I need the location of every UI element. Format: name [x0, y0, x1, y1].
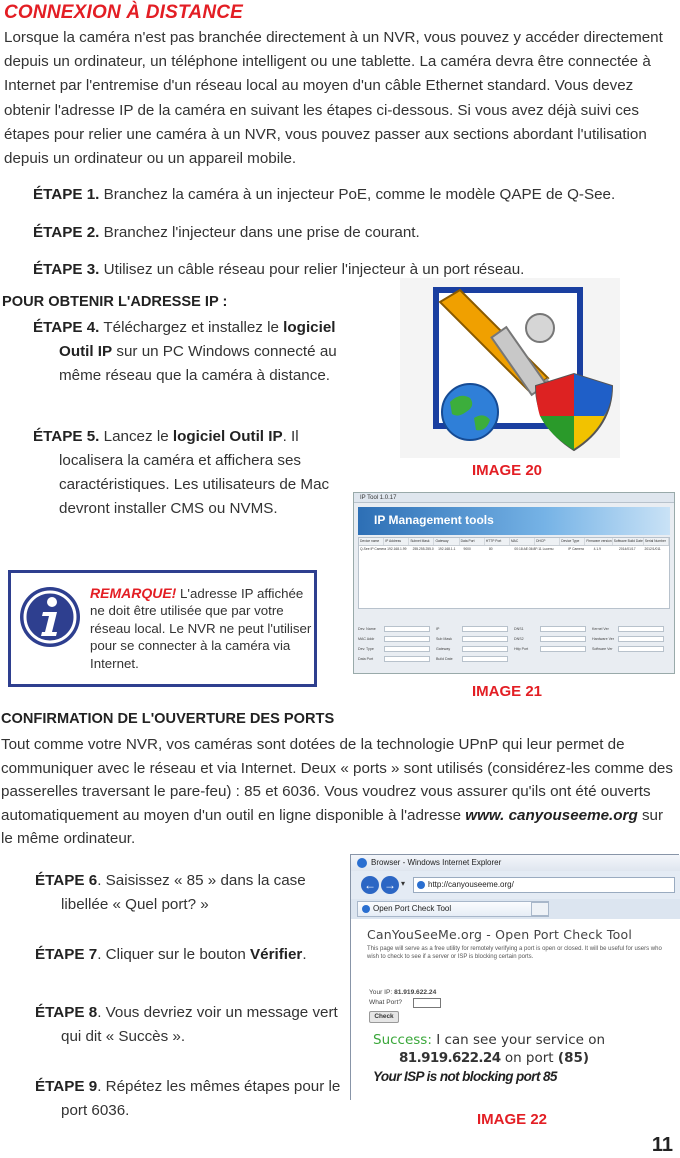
- field-input[interactable]: [618, 646, 664, 652]
- table-cell: IP Camera: [568, 547, 584, 551]
- table-cell: 4.1.9: [593, 547, 601, 551]
- field-label: Hardware Ver: [592, 637, 614, 641]
- field-input[interactable]: [462, 626, 508, 632]
- field-label: Kernel Ver: [592, 627, 609, 631]
- step-5: ÉTAPE 5. Lancez le logiciel Outil IP. Il localisera la caméra et affichera ses caractéristiques. Les utilisateurs de Mac devront installer CMS ou NVMS.: [33, 428, 330, 517]
- ip-tool-icon: [400, 278, 620, 458]
- page-title: CONNEXION À DISTANCE: [4, 2, 244, 23]
- step-9: ÉTAPE 9. Répétez les mêmes étapes pour le port 6036.: [35, 1078, 341, 1119]
- table-header-cell: Device name: [359, 538, 384, 545]
- check-button[interactable]: Check: [369, 1011, 399, 1023]
- new-tab-button[interactable]: [531, 902, 549, 916]
- table-header-cell: Software Build Date: [613, 539, 643, 543]
- table-cell: 80: [488, 547, 493, 551]
- table-cell: Q-See IP Camera: [360, 547, 387, 551]
- browser-navbar: [351, 871, 680, 900]
- table-header-cell: Firmware version: [586, 539, 612, 543]
- confirm-paragraph: Tout comme votre NVR, vos caméras sont dotées de la technologie UPnP qui leur permet de communiquer avec le réseau et via Internet. Deux « ports » sont utilisés (considérez-les comme des passerelles traversant le pare-feu) : 85 et 6036. Vous voudrez vous assurer qu'ils ont été ouverts automatiquement au moyen d'un outil en ligne disponible à l'adresse www. canyouseeme.org sur le même ordinateur.: [1, 736, 673, 848]
- table-cell: 192.168.1.1: [438, 547, 456, 551]
- table-cell: 2012/1/011: [644, 547, 661, 551]
- field-label: Dev. Name: [358, 627, 376, 631]
- ip-tool-table: [358, 537, 670, 609]
- tab-label: Open Port Check Tool: [373, 904, 452, 913]
- info-icon: [18, 585, 82, 649]
- table-header-cell: IP Address: [384, 538, 409, 545]
- table-row[interactable]: [359, 546, 669, 553]
- browser-content: [351, 919, 680, 1101]
- table-cell: 2014/01/17: [619, 547, 636, 551]
- your-ip-row: Your IP: 81.919.622.24: [369, 989, 437, 996]
- field-label: Dev. Type: [358, 647, 374, 651]
- site-title: CanYouSeeMe.org - Open Port Check Tool: [367, 927, 632, 942]
- ip-section-heading: POUR OBTENIR L'ADRESSE IP :: [2, 294, 228, 310]
- browser-title: Browser - Windows Internet Explorer: [371, 858, 502, 867]
- field-input[interactable]: [462, 656, 508, 662]
- page-icon: [417, 881, 425, 889]
- browser-titlebar: [351, 855, 680, 871]
- field-label: MAC Addr: [358, 637, 375, 641]
- ip-tool-banner-text: IP Management tools: [374, 513, 494, 527]
- step-3: ÉTAPE 3. Utilisez un câble réseau pour relier l'injecteur à un port réseau.: [33, 261, 525, 278]
- image-22-caption: IMAGE 22: [477, 1111, 548, 1128]
- field-label: Gateway: [436, 647, 451, 651]
- step-2: ÉTAPE 2. Branchez l'injecteur dans une prise de courant.: [33, 224, 420, 241]
- your-ip-value: 81.919.622.24: [394, 989, 437, 996]
- tab-open-port-check-tool[interactable]: [357, 901, 549, 917]
- ip-tool-fields: [358, 625, 670, 669]
- ip-tool-banner: [358, 507, 670, 535]
- field-input[interactable]: [462, 646, 508, 652]
- what-port-label: What Port?: [369, 999, 402, 1006]
- forward-arrow-icon[interactable]: →: [381, 876, 399, 894]
- table-cell: 00:18:AE:36:8F:11: [514, 547, 542, 551]
- table-cell: Lucenu: [542, 547, 554, 551]
- page-number: 11: [651, 1134, 673, 1156]
- field-label: IP: [436, 627, 440, 631]
- ie-icon: [357, 858, 367, 868]
- table-cell: 255.255.255.0: [412, 547, 434, 551]
- step-4: ÉTAPE 4. Téléchargez et installez le logiciel Outil IP sur un PC Windows connecté au même réseau que la caméra à distance.: [33, 319, 337, 384]
- table-cell: 192.168.1.99: [387, 547, 407, 551]
- port-input[interactable]: [413, 998, 441, 1008]
- ip-tool-screenshot: [353, 492, 675, 674]
- field-label: Build Date: [436, 657, 453, 661]
- table-header-cell: Gateway: [434, 538, 459, 545]
- success-ip-line: 81.919.622.24 on port (85): [399, 1050, 590, 1066]
- site-description: This page will serve as a free utility for remotely verifying a port is open or closed. It will be useful for users who wish to check to see if a server or ISP is blocking certain ports.: [367, 946, 662, 960]
- table-header-cell: Device Type: [560, 538, 585, 545]
- table-header-cell: DHCP: [535, 538, 560, 545]
- confirm-heading: CONFIRMATION DE L'OUVERTURE DES PORTS: [1, 711, 335, 727]
- canyouseeme-link[interactable]: www. canyouseeme.org: [465, 806, 638, 824]
- note-text: REMARQUE! L'adresse IP affichée ne doit être utilisée que par votre réseau local. Le NVR ne peut l'utiliser pour se connecter à la caméra via Internet.: [90, 585, 312, 671]
- browser-screenshot: [350, 854, 679, 1100]
- field-label: Software Ver: [592, 647, 613, 651]
- field-input[interactable]: [540, 626, 586, 632]
- field-label: DNS1: [514, 627, 524, 631]
- field-input[interactable]: [384, 656, 430, 662]
- ip-tool-table-header: [359, 538, 669, 546]
- step-7: ÉTAPE 7. Cliquer sur le bouton Vérifier.: [35, 946, 307, 963]
- field-input[interactable]: [618, 626, 664, 632]
- step-6: ÉTAPE 6. Saisissez « 85 » dans la case libellée « Quel port? »: [35, 872, 306, 913]
- table-header-cell: Serial Number: [644, 538, 669, 545]
- field-label: DNS2: [514, 637, 524, 641]
- ip-tool-titlebar: IP Tool 1.0.17: [354, 493, 674, 503]
- table-header-cell: Subnet Mask: [409, 538, 434, 545]
- back-arrow-icon[interactable]: ←: [361, 876, 379, 894]
- step-8: ÉTAPE 8. Vous devriez voir un message vert qui dit « Succès ».: [35, 1004, 338, 1045]
- field-label: Data Port: [358, 657, 374, 661]
- field-label: Sub Mask: [436, 637, 452, 641]
- table-cell: 9000: [463, 547, 471, 551]
- table-header-cell: Data Port: [460, 538, 485, 545]
- image-21-caption: IMAGE 21: [472, 683, 543, 700]
- field-input[interactable]: [540, 646, 586, 652]
- tab-page-icon: [362, 905, 370, 913]
- field-input[interactable]: [540, 636, 586, 642]
- table-header-cell: HTTP Port: [485, 538, 510, 545]
- browser-tabbar: [351, 899, 680, 920]
- step-1: ÉTAPE 1. Branchez la caméra à un injecteur PoE, comme le modèle QAPE de Q-See.: [33, 186, 616, 203]
- not-blocking-line: Your ISP is not blocking port 85: [373, 1069, 557, 1084]
- success-line: Success: I can see your service on: [373, 1032, 606, 1048]
- image-20-caption: IMAGE 20: [472, 462, 543, 479]
- field-input[interactable]: [462, 636, 508, 642]
- field-input[interactable]: [618, 636, 664, 642]
- table-header-cell: MAC: [510, 538, 535, 545]
- success-label: Success:: [373, 1032, 432, 1048]
- field-label: Http Port: [514, 647, 529, 651]
- chevron-down-icon[interactable]: ▾: [401, 879, 406, 888]
- address-bar[interactable]: [413, 877, 675, 893]
- field-input[interactable]: [384, 646, 430, 652]
- intro-paragraph: Lorsque la caméra n'est pas branchée directement à un NVR, vous pouvez y accéder directement depuis un ordinateur, un téléphone intelligent ou une tablette. La caméra devra être connectée à Internet par l'entremise d'un réseau local au moyen d'un câble Ethernet standard. Vous devez obtenir l'adresse IP de la caméra en suivant les étapes ci-dessous. Si vous avez déjà suivi ces étapes pour relier une caméra à un NVR, vous pouvez passer aux sections abordant l'utilisation depuis un ordinateur ou un appareil mobile.: [4, 29, 663, 168]
- address-url: http://canyouseeme.org/: [428, 880, 514, 889]
- field-input[interactable]: [384, 636, 430, 642]
- field-input[interactable]: [384, 626, 430, 632]
